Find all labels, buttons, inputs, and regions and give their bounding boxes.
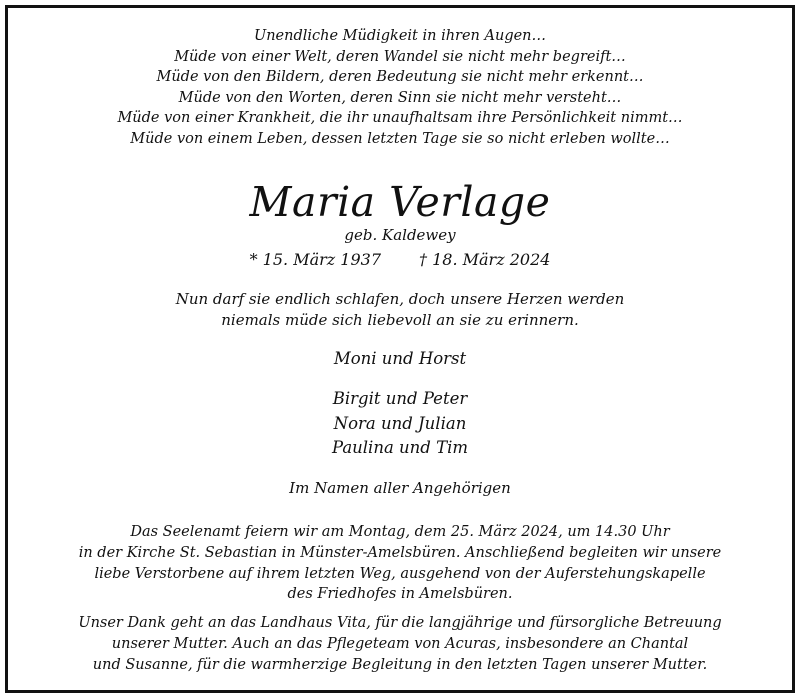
obituary-notice <box>5 5 795 693</box>
notice-line: Das Seelenamt feiern wir am Montag, dem 25. März 2024, um 14.30 Uhr <box>130 524 670 540</box>
signature-line: Im Namen aller Angehörigen <box>289 479 511 497</box>
memorial-quote <box>8 289 792 331</box>
notice-line: des Friedhofes in Amelsbüren. <box>287 586 513 603</box>
poem-line: Müde von einer Krankheit, die ihr unaufhaltsam ihre Persönlichkeit nimmt… <box>117 110 683 126</box>
poem-line: Unendliche Müdigkeit in ihren Augen… <box>253 28 547 44</box>
thanks-line: Unser Dank geht an das Landhaus Vita, für die langjährige und fürsorgliche Betreuung <box>78 615 722 631</box>
thanks-line: unserer Mutter. Auch an das Pflegeteam von Acuras, insbesondere an Chantal <box>111 635 689 652</box>
family-member: Birgit und Peter <box>332 389 468 408</box>
thanks-note <box>8 613 792 675</box>
quote-line: niemals müde sich liebevoll an sie zu erinnern. <box>221 311 579 329</box>
family-member: Paulina und Tim <box>331 438 469 457</box>
poem-line: Müde von einem Leben, dessen letzten Tage sie so nicht erleben wollte… <box>130 130 670 147</box>
family-member: Moni und Horst <box>333 349 467 368</box>
quote-line: Nun darf sie endlich schlafen, doch unsere Herzen werden <box>175 290 625 308</box>
deceased-name: Maria Verlage <box>249 178 551 226</box>
life-dates <box>8 249 792 271</box>
notice-line: liebe Verstorbene auf ihrem letzten Weg, ausgehend von der Auferstehungskapelle <box>94 565 706 582</box>
poem-line: Müde von einer Welt, deren Wandel sie nicht mehr begreift… <box>174 48 626 65</box>
birth-name: geb. Kaldewey <box>344 226 456 244</box>
thanks-line: und Susanne, für die warmherzige Begleitung in den letzten Tagen unserer Mutter. <box>92 656 708 673</box>
notice-line: in der Kirche St. Sebastian in Münster-Amelsbüren. Anschließend begleiten wir unsere <box>78 544 722 561</box>
poem-line: Müde von den Worten, deren Sinn sie nicht mehr versteht… <box>178 89 622 106</box>
family-members <box>8 387 792 461</box>
family-member: Nora und Julian <box>333 413 467 433</box>
poem <box>8 26 792 149</box>
birth-date: * 15. März 1937 <box>249 250 381 269</box>
poem-line: Müde von den Bildern, deren Bedeutung sie nicht mehr erkennt… <box>156 69 644 85</box>
funeral-notice <box>8 522 792 605</box>
death-date: † 18. März 2024 <box>419 250 551 269</box>
